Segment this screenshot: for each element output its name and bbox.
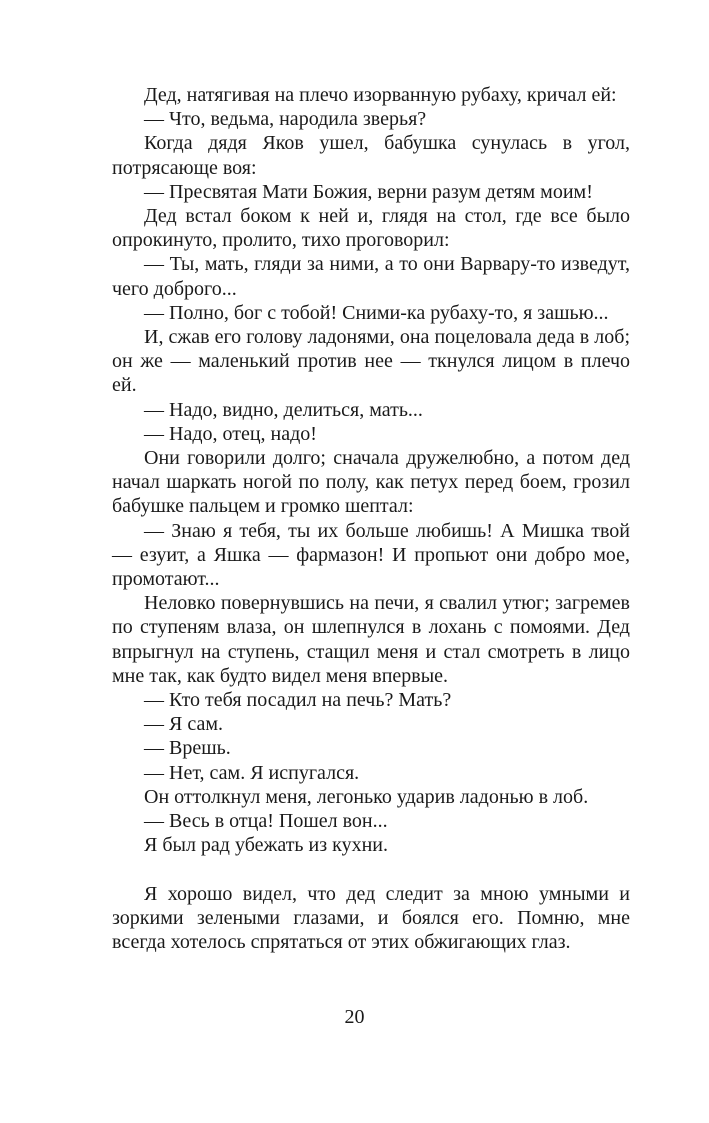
- paragraph: Я был рад убежать из кухни.: [144, 834, 388, 857]
- paragraph: Когда дядя Яков ушел, бабушка сунулась в угол, потрясающе воя:: [112, 132, 630, 179]
- paragraph: — Ты, мать, гляди за ними, а то они Варвару-то изведут, чего доброго...: [112, 253, 630, 300]
- paragraph: Я хорошо видел, что дед следит за мною умными и зоркими зелеными глазами, и боялся его. Помню, мне всегда хотелось спрятаться от этих обжигающих глаз.: [112, 882, 630, 953]
- paragraph: — Нет, сам. Я испугался.: [144, 761, 360, 784]
- paragraph: — Пресвятая Мати Божия, верни разум детям моим!: [144, 180, 593, 203]
- paragraph: — Знаю я тебя, ты их больше любишь! А Мишка твой — езуит, а Яшка — фармазон! И пропьют они добро мое, промотают...: [112, 519, 630, 591]
- section-break: [112, 858, 630, 882]
- paragraph: И, сжав его голову ладонями, она поцеловала деда в лоб; он же — маленький против нее — ткнулся лицом в плечо ей.: [112, 326, 630, 397]
- paragraph: — Весь в отца! Пошел вон...: [144, 810, 388, 833]
- paragraph: Неловко повернувшись на печи, я свалил утюг; загремев по ступеням влаза, он шлепнулся в лохань с помоями. Дед впрыгнул на ступень, стащил меня и стал смотреть в лицо мне так, как будто видел меня впервые.: [112, 592, 630, 687]
- paragraph: — Надо, отец, надо!: [144, 422, 317, 445]
- paragraph: — Врешь.: [144, 737, 231, 760]
- paragraph: — Что, ведьма, народила зверья?: [144, 108, 427, 131]
- paragraph: — Надо, видно, делиться, мать...: [144, 398, 423, 421]
- paragraph: — Кто тебя посадил на печь? Мать?: [144, 689, 452, 712]
- paragraph: — Я сам.: [144, 713, 223, 736]
- page-number: 20: [344, 1006, 365, 1028]
- paragraph: Дед встал боком к ней и, глядя на стол, где все было опрокинуто, пролито, тихо проговорил:: [112, 205, 630, 252]
- paragraph: Он оттолкнул меня, легонько ударив ладонью в лоб.: [144, 785, 589, 808]
- page-body: [112, 83, 630, 954]
- paragraph: Дед, натягивая на плечо изорванную рубаху, кричал ей:: [144, 84, 617, 106]
- paragraph: — Полно, бог с тобой! Сними-ка рубаху-то, я зашью...: [144, 301, 609, 324]
- paragraph: Они говорили долго; сначала дружелюбно, а потом дед начал шаркать ногой по полу, как петух перед боем, грозил бабушке пальцем и громко шептал:: [112, 447, 630, 518]
